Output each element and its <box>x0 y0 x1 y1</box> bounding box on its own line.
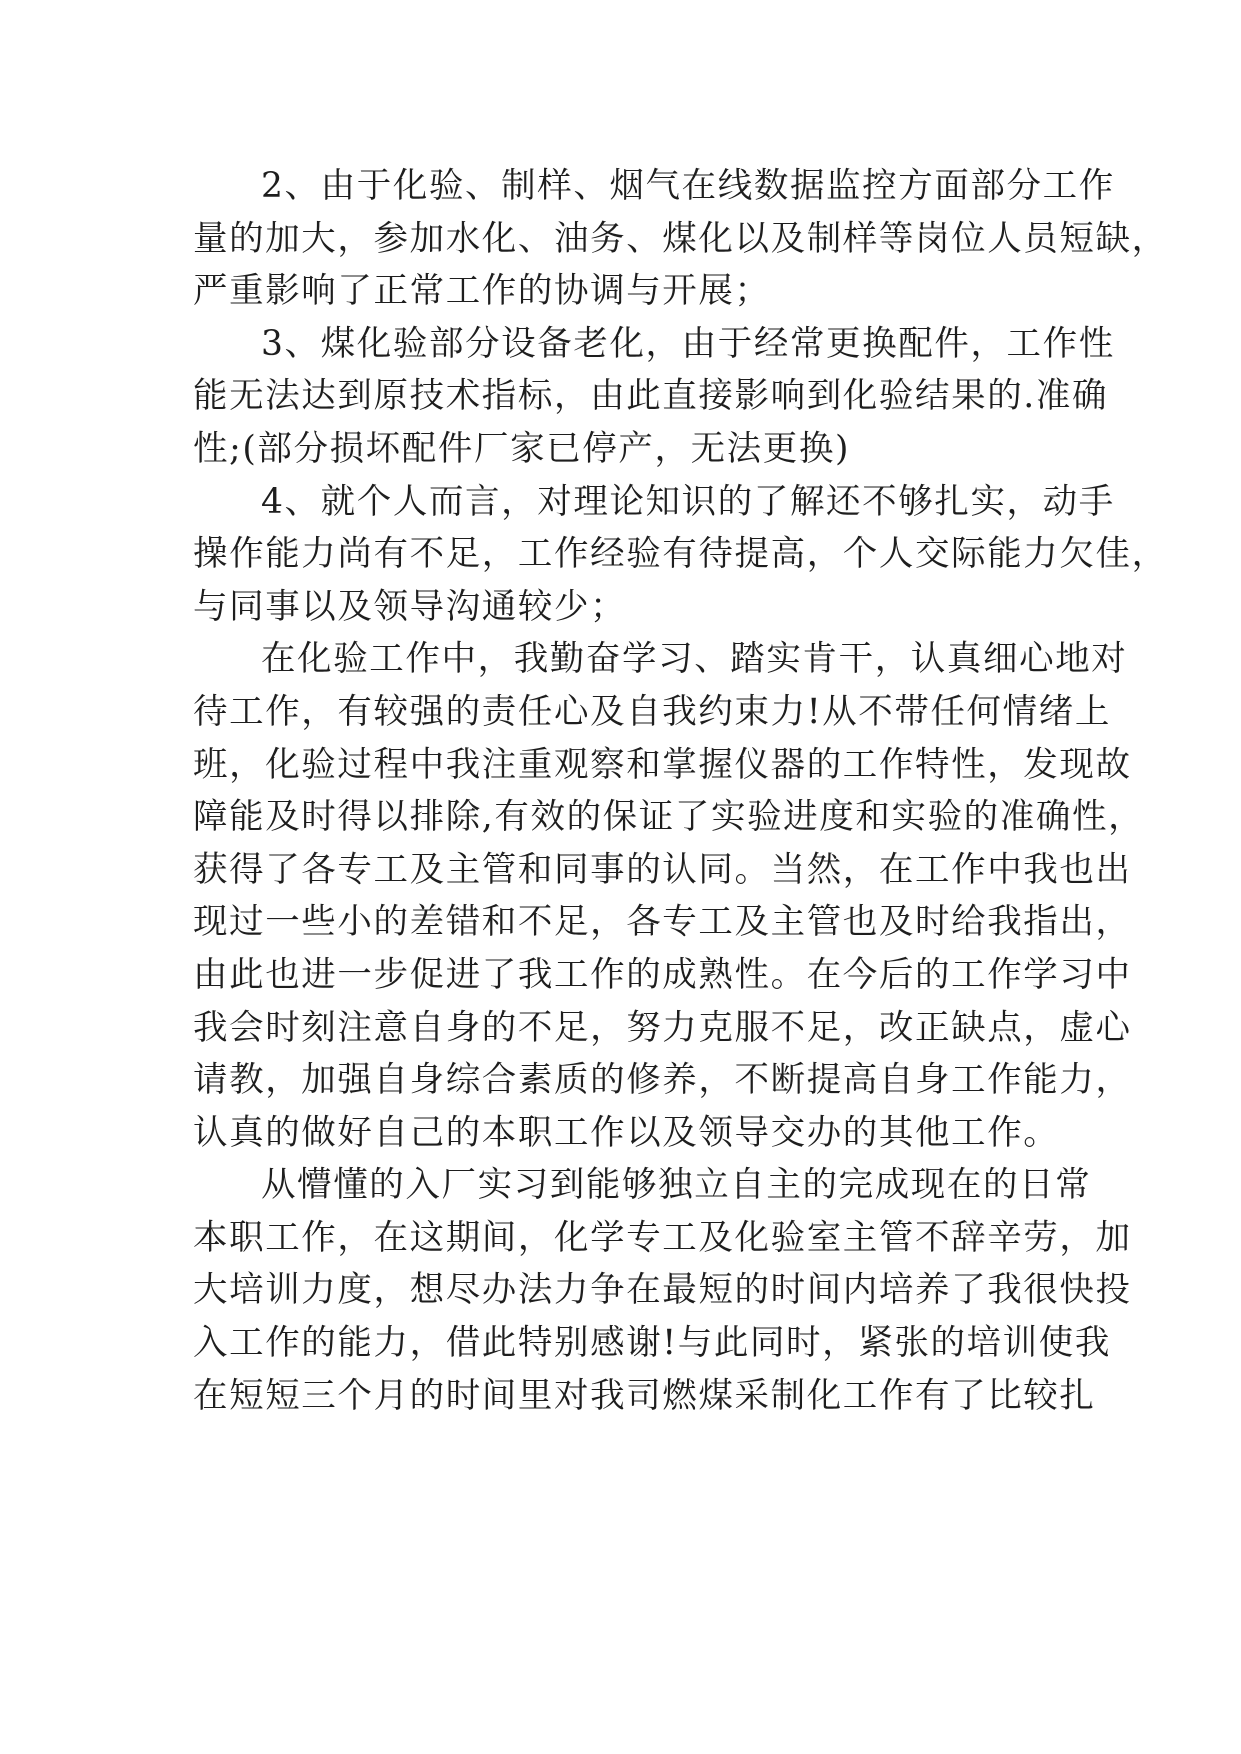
text-line: 我会时刻注意自身的不足，努力克服不足，改正缺点，虚心 <box>193 1007 1132 1048</box>
paragraph-item-2 <box>193 160 1168 318</box>
text-line: 班，化验过程中我注重观察和掌握仪器的工作特性，发现故 <box>193 744 1132 785</box>
text-line: 量的加大，参加水化、油务、煤化以及制样等岗位人员短缺， <box>193 218 1168 259</box>
text-line: 性;(部分损坏配件厂家已停产，无法更换) <box>193 428 851 469</box>
text-line: 障能及时得以排除,有效的保证了实验进度和实验的准确性， <box>193 797 1145 838</box>
text-line: 3、煤化验部分设备老化，由于经常更换配件，工作性 <box>261 323 1115 364</box>
text-line: 入工作的能力，借此特别感谢!与此同时，紧张的培训使我 <box>193 1323 1111 1364</box>
text-line: 能无法达到原技术指标，由此直接影响到化验结果的.准确 <box>193 376 1109 417</box>
text-line: 4、就个人而言，对理论知识的了解还不够扎实，动手 <box>261 481 1115 522</box>
paragraph-item-3 <box>193 318 1115 476</box>
text-line: 待工作，有较强的责任心及自我约束力!从不带任何情绪上 <box>193 691 1111 732</box>
paragraph-training <box>193 1159 1132 1422</box>
text-line: 获得了各专工及主管和同事的认同。当然，在工作中我也出 <box>193 849 1132 890</box>
text-line: 与同事以及领导沟通较少； <box>193 586 627 627</box>
text-line: 操作能力尚有不足，工作经验有待提高，个人交际能力欠佳， <box>193 534 1168 575</box>
text-line: 在化验工作中，我勤奋学习、踏实肯干，认真细心地对 <box>261 639 1128 680</box>
text-line: 现过一些小的差错和不足，各专工及主管也及时给我指出， <box>193 902 1132 943</box>
document-body <box>193 160 1168 1422</box>
text-line: 由此也进一步促进了我工作的成熟性。在今后的工作学习中 <box>193 954 1132 995</box>
text-line: 从懵懂的入厂实习到能够独立自主的完成现在的日常 <box>261 1165 1092 1206</box>
text-line: 在短短三个月的时间里对我司燃煤采制化工作有了比较扎 <box>193 1375 1096 1416</box>
text-line: 2、由于化验、制样、烟气在线数据监控方面部分工作 <box>261 166 1115 206</box>
paragraph-work-summary <box>193 633 1145 1159</box>
text-line: 请教，加强自身综合素质的修养，不断提高自身工作能力， <box>193 1060 1132 1101</box>
text-line: 本职工作，在这期间，化学专工及化验室主管不辞辛劳，加 <box>193 1217 1132 1258</box>
paragraph-item-4 <box>193 476 1168 634</box>
text-line: 大培训力度，想尽办法力争在最短的时间内培养了我很快投 <box>193 1270 1132 1311</box>
text-line: 严重影响了正常工作的协调与开展； <box>193 271 771 312</box>
text-line: 认真的做好自己的本职工作以及领导交办的其他工作。 <box>193 1112 1060 1153</box>
